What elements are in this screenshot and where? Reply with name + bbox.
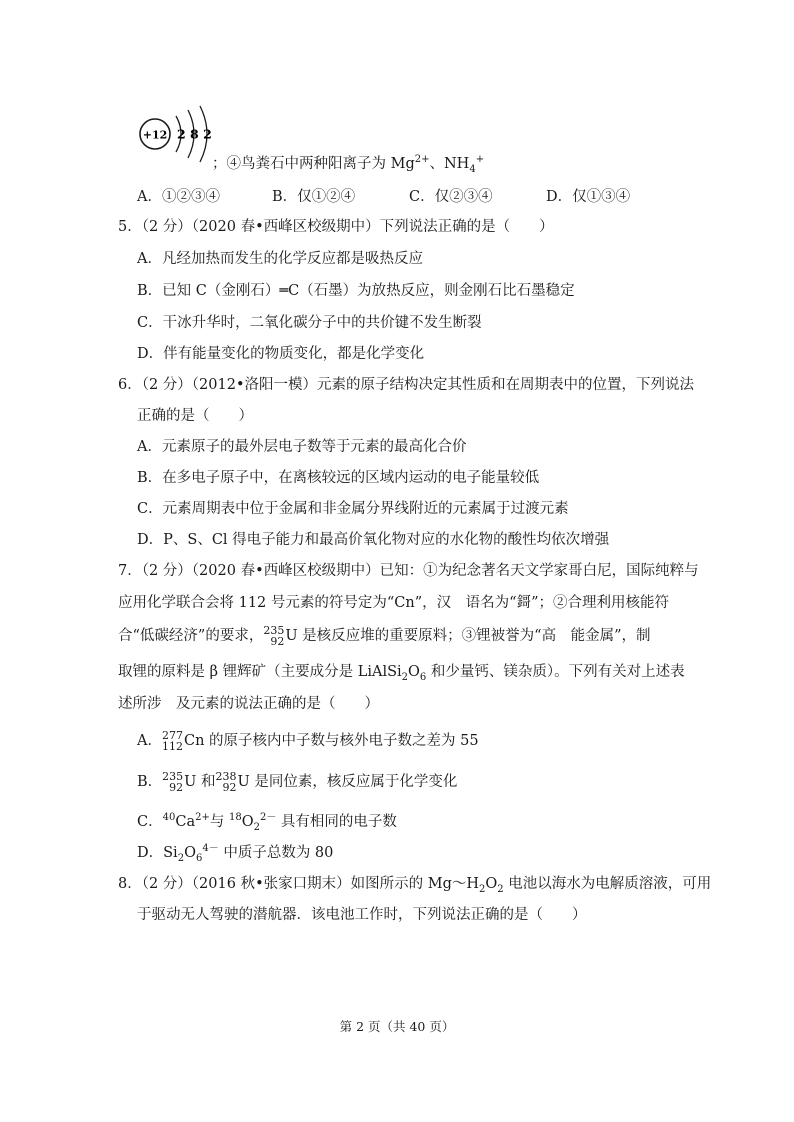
- q6-stem-line1: 6．（2 分）（2012•洛阳一模）元素的原子结构决定其性质和在周期表中的位置，下列说法: [118, 377, 695, 393]
- q4-option-a[interactable]: A．①②③④: [137, 189, 220, 205]
- u235-nuclide: 235 92: [263, 624, 285, 648]
- q7-stem-line4: 取锂的原料是 β 锂辉矿（主要成分是 $LiAlSi_2O_6$ 和少量钙、镁杂质）。下列有关对上述表: [118, 664, 685, 683]
- atom-structure-diagram: [138, 104, 218, 168]
- q7-option-c[interactable]: C．$^{40}Ca^{2+}$与 $^{18}O_2^{2-}$ 具有相同的电子数: [137, 812, 397, 833]
- q4-option-d[interactable]: D．仅①③④: [546, 189, 631, 205]
- q6-option-a[interactable]: A．元素原子的最外层电子数等于元素的最高化合价: [137, 439, 467, 455]
- q5-option-d[interactable]: D．伴有能量变化的物质变化，都是化学变化: [137, 346, 425, 362]
- q7-option-a[interactable]: A． 277 112 Cn 的原子核内中子数与核外电子数之差为 55: [137, 729, 479, 753]
- q6-stem-line2: 正确的是（ ）: [137, 408, 253, 424]
- q7-stem-line5: 述所涉 及元素的说法正确的是（ ）: [118, 696, 379, 712]
- nucleus-charge: +12: [142, 128, 168, 142]
- q6-option-d[interactable]: D．P、S、Cl 得电子能力和最高价氧化物对应的水化物的酸性均依次增强: [137, 532, 610, 548]
- q7-option-b[interactable]: B． 235 92 U 和 238 92 U 是同位素，核反应属于化学变化: [137, 770, 458, 794]
- cn-nuclide: 277 112: [161, 729, 183, 753]
- q7-stem-line2: 应用化学联合会将 112 号元素的符号定为“Cn”，汉 语名为“鎶”；②合理利用核能符: [118, 595, 669, 611]
- q7-stem-line3: 合“低碳经济”的要求， 235 92 U 是核反应堆的重要原料；③锂被誉为“高 能金属”，制: [118, 624, 651, 648]
- q6-option-c[interactable]: C．元素周期表中位于金属和非金属分界线附近的元素属于过渡元素: [137, 501, 569, 517]
- u235-nuclide-b: 235 92: [162, 770, 184, 794]
- shell-electrons: 2 8 2: [177, 126, 212, 142]
- q5-option-c[interactable]: C．干冰升华时，二氧化碳分子中的共价键不发生断裂: [137, 315, 482, 331]
- q7-option-d[interactable]: D．$Si_2O_6^{4-}$ 中质子总数为 80: [137, 843, 334, 864]
- q6-option-b[interactable]: B．在多电子原子中，在离核较远的区域内运动的电子能量较低: [137, 470, 540, 486]
- u238-nuclide: 238 92: [215, 770, 237, 794]
- q5-stem: 5．（2 分）（2020 春•西峰区校级期中）下列说法正确的是（ ）: [118, 219, 554, 235]
- q4-option-b[interactable]: B．仅①②④: [272, 189, 356, 205]
- q5-option-b[interactable]: B．已知 C（金刚石）═C（石墨）为放热反应，则金刚石比石墨稳定: [137, 283, 575, 299]
- q4-option-c[interactable]: C．仅②③④: [409, 189, 493, 205]
- q8-stem-line2: 于驱动无人驾驶的潜航器．该电池工作时，下列说法正确的是（ ）: [137, 907, 587, 923]
- q4-tail: ；④鸟粪石中两种阳离子为 $Mg^{2+}$、$NH_4^+$: [212, 154, 485, 175]
- q7-stem-line1: 7．（2 分）（2020 春•西峰区校级期中）已知：①为纪念著名天文学家哥白尼，国际纯粹与: [118, 563, 699, 579]
- page-footer: 第 2 页（共 40 页）: [339, 1019, 455, 1034]
- q8-stem-line1: 8．（2 分）（2016 秋•张家口期末）如图所示的 $Mg\sim H_2O_2$ 电池以海水为电解质溶液，可用: [118, 876, 712, 895]
- q5-option-a[interactable]: A．凡经加热而发生的化学反应都是吸热反应: [137, 251, 423, 267]
